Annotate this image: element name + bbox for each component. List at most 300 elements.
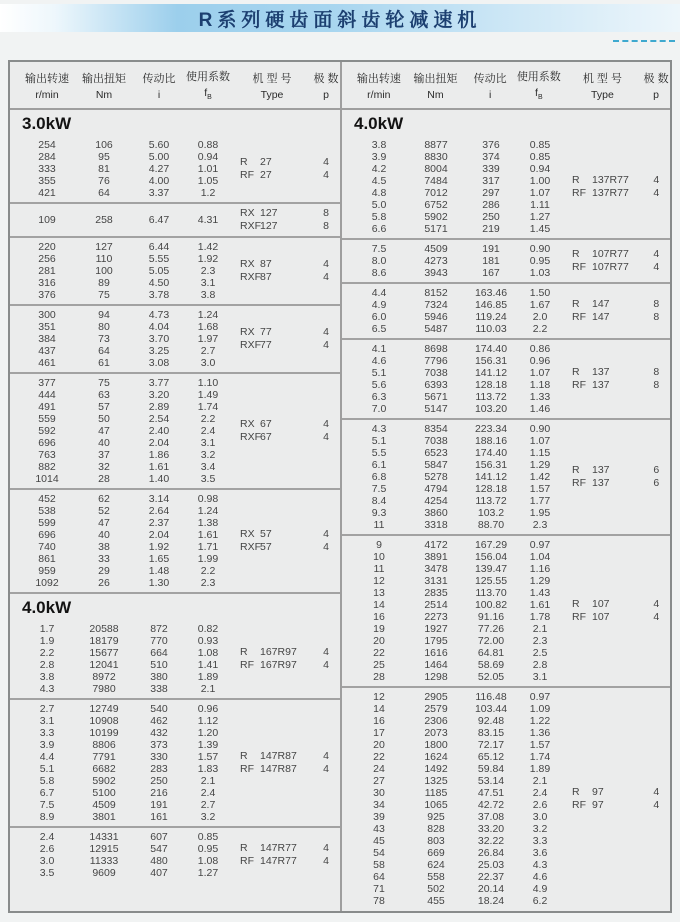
- ratio-cell: 59.84: [477, 763, 505, 775]
- torque-cell: 38: [98, 541, 110, 553]
- poles-value: 4: [323, 541, 329, 553]
- torque-cell: 110: [95, 253, 113, 265]
- header-speed-label: 输出转速: [25, 72, 69, 85]
- type-model: 137: [592, 379, 610, 391]
- table-row: [20, 389, 232, 401]
- factor-cell: 1.61: [529, 599, 551, 611]
- ratio-cell: 88.70: [477, 519, 505, 531]
- table-row: [352, 255, 564, 267]
- torque-cell: 925: [427, 811, 445, 823]
- table-row: [20, 449, 232, 461]
- ratio-cell: 113.72: [475, 391, 507, 403]
- ratio-cell: 191: [482, 243, 500, 255]
- factor-cell: 3.8: [200, 289, 216, 301]
- factor-cell: 1.38: [197, 517, 219, 529]
- ratio-cell: 1.92: [148, 541, 170, 553]
- speed-cell: 11: [373, 563, 385, 575]
- speed-cell: 27: [373, 775, 385, 787]
- torque-cell: 1492: [424, 763, 448, 775]
- type-line: [572, 477, 643, 490]
- speed-cell: 355: [38, 175, 56, 187]
- spec-block: [342, 240, 670, 282]
- type-model: 107: [592, 611, 610, 623]
- table-row: [20, 333, 232, 345]
- ratio-cell: 161: [150, 811, 168, 823]
- header-torque-label: 输出扭矩: [82, 72, 126, 85]
- table-row: [352, 447, 564, 459]
- torque-cell: 4509: [92, 799, 116, 811]
- header-type-label: 机 型 号: [252, 72, 292, 85]
- ratio-cell: 3.08: [148, 357, 170, 369]
- speed-cell: 254: [38, 139, 56, 151]
- torque-cell: 7796: [424, 355, 448, 367]
- torque-cell: 18179: [89, 635, 119, 647]
- poles-cell: [312, 258, 340, 284]
- speed-cell: 5.6: [371, 379, 387, 391]
- torque-cell: 3801: [92, 811, 116, 823]
- poles-value: 4: [653, 799, 660, 811]
- factor-cell: 1.45: [529, 223, 551, 235]
- factor-cell: 3.1: [532, 671, 548, 683]
- speed-cell: 696: [38, 529, 56, 541]
- ratio-cell: 33.20: [477, 823, 505, 835]
- ratio-cell: 2.04: [148, 529, 170, 541]
- table-row: [20, 265, 232, 277]
- table-row: [20, 437, 232, 449]
- speed-cell: 1092: [35, 577, 59, 589]
- type-model: 97: [592, 799, 604, 811]
- type-line: [240, 659, 312, 672]
- factor-cell: 3.2: [200, 811, 216, 823]
- poles-value: 4: [323, 659, 329, 671]
- poles-value: 4: [653, 174, 660, 186]
- speed-cell: 8.0: [371, 255, 387, 267]
- torque-cell: 8354: [424, 423, 448, 435]
- ratio-cell: 5.05: [148, 265, 170, 277]
- table-row: [352, 367, 564, 379]
- factor-cell: 1.03: [529, 267, 551, 279]
- factor-cell: 2.1: [532, 775, 548, 787]
- factor-cell: 1.08: [197, 647, 219, 659]
- poles-value: 6: [653, 477, 660, 489]
- data-rows: [10, 377, 232, 485]
- torque-cell: 10199: [89, 727, 119, 739]
- factor-cell: 1.07: [529, 187, 551, 199]
- factor-cell: 0.85: [529, 151, 551, 163]
- ratio-cell: 376: [482, 139, 500, 151]
- ratio-cell: 1.30: [148, 577, 170, 589]
- torque-cell: 8830: [424, 151, 448, 163]
- table-row: [20, 727, 232, 739]
- speed-cell: 4.4: [39, 751, 55, 763]
- ratio-cell: 58.69: [477, 659, 505, 671]
- speed-cell: 20: [373, 739, 385, 751]
- table-row: [20, 799, 232, 811]
- table-row: [20, 187, 232, 199]
- factor-cell: 2.1: [532, 623, 548, 635]
- table-row: [20, 493, 232, 505]
- factor-cell: 1.10: [197, 377, 219, 389]
- ratio-cell: 547: [150, 843, 168, 855]
- data-rows: [342, 139, 564, 235]
- type-line: [240, 855, 312, 868]
- torque-cell: 3943: [424, 267, 448, 279]
- poles-value: 4: [323, 271, 329, 283]
- torque-cell: 1185: [424, 787, 448, 799]
- factor-cell: 2.2: [532, 323, 548, 335]
- torque-cell: 3318: [424, 519, 448, 531]
- type-line: [240, 220, 312, 233]
- torque-cell: 75: [98, 377, 110, 389]
- torque-cell: 7980: [92, 683, 116, 695]
- ratio-cell: 125.55: [474, 575, 508, 587]
- speed-cell: 376: [38, 289, 56, 301]
- factor-cell: 0.90: [529, 423, 551, 435]
- header-type: [232, 70, 312, 101]
- table-row: [20, 505, 232, 517]
- ratio-cell: 3.37: [148, 187, 170, 199]
- factor-cell: 4.6: [532, 871, 548, 883]
- factor-cell: 0.94: [197, 151, 219, 163]
- poles-cell: [643, 174, 670, 200]
- speed-cell: 3.3: [39, 727, 55, 739]
- type-prefix: R: [572, 786, 580, 798]
- table-row: [352, 763, 564, 775]
- speed-cell: 6.7: [39, 787, 55, 799]
- poles-cell: [312, 842, 340, 868]
- header-type-unit: Type: [591, 88, 614, 101]
- speed-cell: 71: [373, 883, 385, 895]
- header-poles-unit: p: [653, 88, 659, 101]
- table-row: [20, 787, 232, 799]
- speed-cell: 882: [38, 461, 56, 473]
- torque-cell: 7791: [92, 751, 116, 763]
- header-speed-unit: r/min: [367, 88, 391, 101]
- poles-cell: [312, 750, 340, 776]
- table-row: [352, 519, 564, 531]
- ratio-cell: 3.77: [148, 377, 170, 389]
- poles-value: 4: [323, 418, 329, 430]
- torque-cell: 6523: [424, 447, 448, 459]
- factor-cell: 1.16: [529, 563, 551, 575]
- factor-cell: 1.46: [529, 403, 551, 415]
- factor-cell: 1.2: [200, 187, 216, 199]
- factor-cell: 1.39: [197, 739, 219, 751]
- poles-value: 8: [653, 298, 660, 310]
- type-model: 107: [592, 598, 610, 610]
- speed-cell: 256: [38, 253, 56, 265]
- factor-cell: 0.94: [529, 163, 551, 175]
- table-row: [352, 539, 564, 551]
- ratio-cell: 25.03: [477, 859, 505, 871]
- header-ratio-unit: i: [157, 88, 161, 101]
- torque-cell: 1616: [424, 647, 448, 659]
- speed-cell: 14: [373, 599, 385, 611]
- table-row: [20, 357, 232, 369]
- type-cell: [564, 298, 643, 324]
- speed-cell: 24: [373, 763, 385, 775]
- factor-cell: 1.27: [529, 211, 551, 223]
- table-row: [352, 343, 564, 355]
- torque-cell: 4794: [424, 483, 448, 495]
- data-rows: [10, 139, 232, 199]
- torque-cell: 8877: [424, 139, 448, 151]
- factor-cell: 2.4: [200, 425, 216, 437]
- type-model: 77: [260, 326, 272, 338]
- type-line: [240, 418, 312, 431]
- table-row: [20, 321, 232, 333]
- speed-cell: 5.1: [371, 367, 387, 379]
- table-row: [20, 623, 232, 635]
- type-line: [572, 464, 643, 477]
- type-cell: [564, 786, 643, 812]
- table-row: [20, 763, 232, 775]
- type-prefix: RF: [240, 763, 254, 775]
- spec-block: [10, 204, 340, 236]
- table-row: [352, 635, 564, 647]
- spec-block: [342, 688, 670, 910]
- type-line: [572, 261, 643, 274]
- ratio-cell: 188.16: [474, 435, 508, 447]
- table-row: [352, 599, 564, 611]
- table-row: [352, 151, 564, 163]
- torque-cell: 57: [98, 401, 110, 413]
- poles-cell: [312, 207, 340, 233]
- type-model: 77: [260, 339, 272, 351]
- speed-cell: 16: [373, 611, 385, 623]
- type-prefix: RX: [240, 528, 255, 540]
- speed-cell: 1.9: [39, 635, 55, 647]
- ratio-cell: 373: [150, 739, 168, 751]
- type-prefix: R: [572, 298, 580, 310]
- header-torque-unit: Nm: [95, 88, 113, 101]
- poles-value: 4: [323, 750, 329, 762]
- ratio-cell: 6.44: [148, 241, 170, 253]
- table-row: [20, 703, 232, 715]
- torque-cell: 803: [427, 835, 445, 847]
- type-line: [240, 431, 312, 444]
- left-column: [10, 110, 340, 911]
- type-line: [240, 156, 312, 169]
- table-row: [20, 577, 232, 589]
- spec-block: [10, 620, 340, 698]
- data-rows: [10, 309, 232, 369]
- ratio-cell: 5.00: [148, 151, 170, 163]
- poles-value: 8: [323, 220, 329, 232]
- speed-cell: 2.6: [39, 843, 55, 855]
- factor-cell: 1.77: [529, 495, 551, 507]
- ratio-cell: 2.04: [148, 437, 170, 449]
- torque-cell: 8698: [424, 343, 448, 355]
- factor-cell: 6.2: [532, 895, 548, 907]
- factor-subscript: B: [537, 94, 543, 102]
- type-prefix: RF: [572, 611, 586, 623]
- torque-cell: 76: [98, 175, 110, 187]
- type-line: [572, 786, 643, 799]
- type-cell: [564, 598, 643, 624]
- power-heading: 4.0kW: [22, 598, 72, 617]
- page-title: R系列硬齿面斜齿轮减速机: [198, 9, 482, 31]
- speed-cell: 538: [38, 505, 56, 517]
- poles-cell: [643, 598, 670, 624]
- type-prefix: RXF: [240, 541, 261, 553]
- table-row: [20, 635, 232, 647]
- table-row: [20, 163, 232, 175]
- factor-cell: 0.96: [197, 703, 219, 715]
- ratio-cell: 174.40: [474, 447, 508, 459]
- poles-value: 4: [323, 326, 329, 338]
- ratio-cell: 113.72: [475, 495, 507, 507]
- ratio-cell: 110.03: [475, 323, 507, 335]
- type-cell: [232, 750, 312, 776]
- ratio-cell: 65.12: [477, 751, 505, 763]
- speed-cell: 22: [373, 751, 385, 763]
- spec-block: [342, 340, 670, 418]
- torque-cell: 40: [98, 437, 110, 449]
- torque-cell: 2273: [424, 611, 448, 623]
- speed-cell: 452: [38, 493, 56, 505]
- torque-cell: 2835: [424, 587, 448, 599]
- poles-value: 8: [653, 379, 660, 391]
- factor-cell: 2.4: [532, 787, 548, 799]
- type-model: 87: [260, 258, 272, 270]
- torque-cell: 455: [427, 895, 445, 907]
- ratio-cell: 4.73: [148, 309, 170, 321]
- factor-cell: 1.43: [529, 587, 551, 599]
- speed-cell: 3.1: [39, 715, 55, 727]
- factor-cell: 1.68: [197, 321, 219, 333]
- speed-cell: 284: [38, 151, 56, 163]
- torque-cell: 3131: [424, 575, 448, 587]
- speed-cell: 959: [38, 565, 56, 577]
- speed-cell: 64: [373, 871, 385, 883]
- factor-cell: 1.24: [197, 505, 219, 517]
- ratio-cell: 22.37: [477, 871, 505, 883]
- poles-value: 4: [653, 611, 660, 623]
- speed-cell: 5.8: [371, 211, 387, 223]
- ratio-cell: 872: [150, 623, 168, 635]
- table-row: [352, 811, 564, 823]
- speed-cell: 384: [38, 333, 56, 345]
- torque-cell: 62: [98, 493, 110, 505]
- factor-cell: 0.82: [197, 623, 219, 635]
- poles-value: 4: [653, 786, 660, 798]
- data-rows: [10, 214, 232, 226]
- speed-cell: 421: [38, 187, 56, 199]
- speed-cell: 437: [38, 345, 56, 357]
- type-line: [240, 842, 312, 855]
- speed-cell: 3.9: [39, 739, 55, 751]
- speed-cell: 300: [38, 309, 56, 321]
- header-factor-label: 使用系数: [186, 71, 230, 84]
- table-row: [20, 739, 232, 751]
- ratio-cell: 72.00: [477, 635, 505, 647]
- speed-cell: 5.1: [39, 763, 55, 775]
- speed-cell: 3.5: [39, 867, 55, 879]
- table-row: [352, 139, 564, 151]
- factor-cell: 1.09: [529, 703, 551, 715]
- data-rows: [342, 691, 564, 907]
- torque-cell: 828: [427, 823, 445, 835]
- data-rows: [342, 287, 564, 335]
- ratio-cell: 770: [150, 635, 168, 647]
- poles-value: 8: [323, 207, 329, 219]
- type-line: [240, 207, 312, 220]
- factor-cell: 2.3: [532, 519, 548, 531]
- torque-cell: 75: [98, 289, 110, 301]
- speed-cell: 28: [373, 671, 385, 683]
- factor-cell: 1.67: [529, 299, 551, 311]
- speed-cell: 861: [38, 553, 56, 565]
- factor-cell: 1.07: [529, 367, 551, 379]
- ratio-cell: 53.14: [477, 775, 505, 787]
- torque-cell: 95: [98, 151, 110, 163]
- type-line: [240, 541, 312, 554]
- ratio-cell: 330: [150, 751, 168, 763]
- table-row: [352, 659, 564, 671]
- speed-cell: 39: [373, 811, 385, 823]
- factor-cell: 0.85: [197, 831, 219, 843]
- speed-cell: 8.6: [371, 267, 387, 279]
- speed-cell: 6.3: [371, 391, 387, 403]
- torque-cell: 4254: [424, 495, 448, 507]
- torque-cell: 89: [98, 277, 110, 289]
- ratio-cell: 2.64: [148, 505, 170, 517]
- type-model: 167R97: [260, 659, 297, 671]
- ratio-cell: 72.17: [477, 739, 505, 751]
- type-prefix: R: [240, 646, 248, 658]
- table-row: [20, 345, 232, 357]
- ratio-cell: 2.37: [148, 517, 170, 529]
- ratio-cell: 167: [482, 267, 500, 279]
- ratio-cell: 380: [150, 671, 168, 683]
- speed-cell: 3.9: [371, 151, 387, 163]
- ratio-cell: 5.60: [148, 139, 170, 151]
- speed-cell: 8.4: [371, 495, 387, 507]
- type-model: 137: [592, 366, 610, 378]
- ratio-cell: 374: [482, 151, 500, 163]
- factor-subscript: B: [207, 94, 212, 102]
- factor-cell: 1.89: [197, 671, 219, 683]
- poles-value: 4: [653, 261, 660, 273]
- factor-cell: 2.7: [200, 799, 216, 811]
- factor-cell: 4.3: [532, 859, 548, 871]
- torque-cell: 5902: [92, 775, 116, 787]
- torque-cell: 47: [98, 425, 110, 437]
- speed-cell: 281: [38, 265, 56, 277]
- type-line: [572, 311, 643, 324]
- type-cell: [564, 248, 643, 274]
- speed-cell: 461: [38, 357, 56, 369]
- factor-cell: 1.42: [197, 241, 219, 253]
- header-torque: [406, 70, 466, 101]
- spec-block: [10, 136, 340, 202]
- type-line: [240, 646, 312, 659]
- torque-cell: 94: [98, 309, 110, 321]
- torque-cell: 32: [98, 461, 110, 473]
- factor-cell: 1.97: [197, 333, 219, 345]
- factor-cell: 0.85: [529, 139, 551, 151]
- type-cell: [232, 326, 312, 352]
- torque-cell: 4273: [424, 255, 448, 267]
- torque-cell: 6752: [424, 199, 448, 211]
- torque-cell: 3891: [424, 551, 448, 563]
- ratio-cell: 128.18: [474, 483, 508, 495]
- type-line: [572, 379, 643, 392]
- ratio-cell: 462: [150, 715, 168, 727]
- factor-cell: 2.1: [200, 775, 216, 787]
- ratio-cell: 283: [150, 763, 168, 775]
